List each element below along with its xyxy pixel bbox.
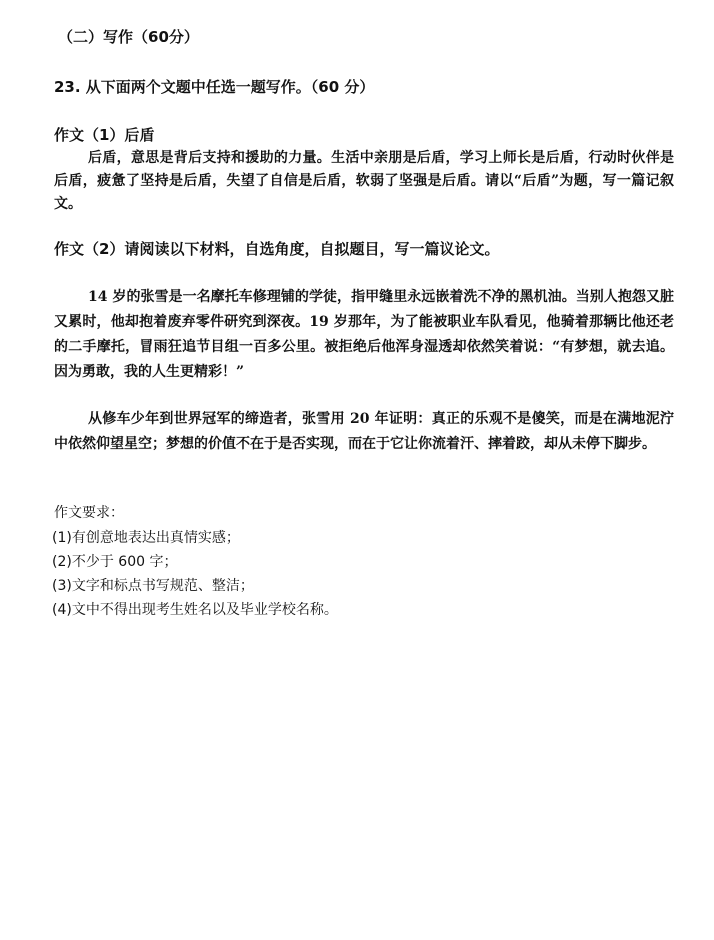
requirement-item: (2)不少于 600 字；: [52, 554, 178, 570]
essay1-title: 作文（1）后盾: [54, 126, 155, 144]
essay2-material-paragraph-2: 从修车少年到世界冠军的缔造者，张雪用 20 年证明：真正的乐观不是傻笑，而是在满地泥泞中依然仰望星空；梦想的价值不在于是否实现，而在于它让你流着汗、摔着跤，却从未停下脚步。: [54, 411, 674, 452]
requirements-list: [52, 526, 672, 622]
question-prompt: 23. 从下面两个文题中任选一题写作。（60 分）: [54, 78, 375, 96]
requirements-title: 作文要求：: [54, 505, 124, 521]
section-heading: （二）写作（60分）: [58, 28, 199, 46]
requirement-item: (3)文字和标点书写规范、整洁；: [52, 578, 254, 594]
essay2-material-paragraph-1: 14 岁的张雪是一名摩托车修理铺的学徒，指甲缝里永远嵌着洗不净的黑机油。当别人抱怨又脏又累时，他却抱着废弃零件研究到深夜。19 岁那年，为了能被职业车队看见，他骑着那辆比他还老的二手摩托，冒雨狂追节目组一百多公里。被拒绝后他浑身湿透却依然笑着说：“有梦想，就去追。因为勇敢，我的人生更精彩！”: [54, 289, 674, 380]
requirement-item: (4)文中不得出现考生姓名以及毕业学校名称。: [52, 602, 338, 618]
essay2-title: 作文（2）请阅读以下材料，自选角度，自拟题目，写一篇议论文。: [54, 240, 500, 258]
requirement-item: (1)有创意地表达出真情实感；: [52, 530, 240, 546]
essay1-body: 后盾，意思是背后支持和援助的力量。生活中亲朋是后盾，学习上师长是后盾，行动时伙伴是后盾，疲惫了坚持是后盾，失望了自信是后盾，软弱了坚强是后盾。请以“后盾”为题，写一篇记叙文。: [54, 150, 674, 212]
